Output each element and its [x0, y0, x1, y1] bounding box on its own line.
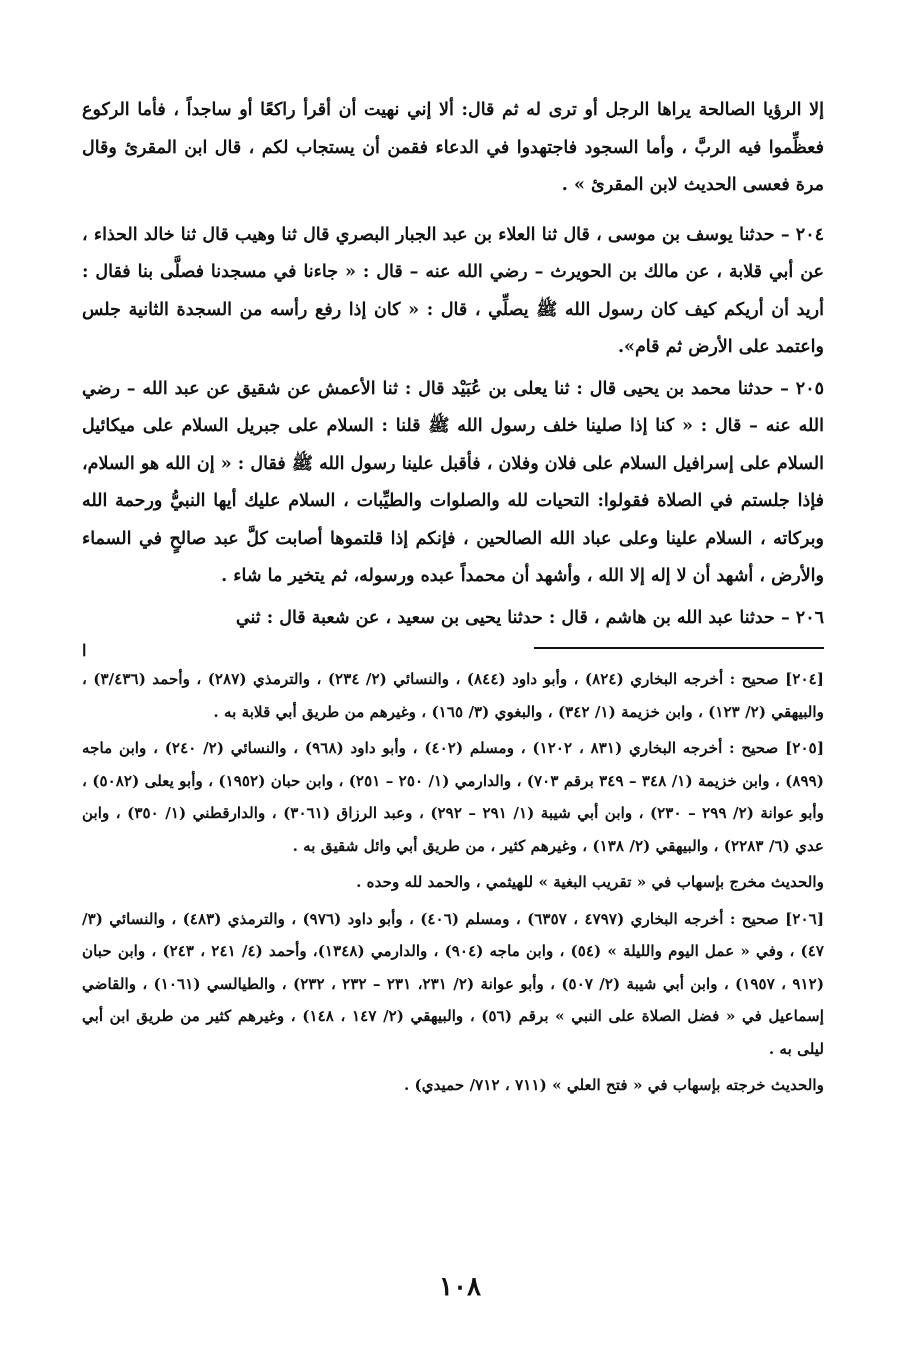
main-text — [82, 92, 824, 637]
hadith-204: ٢٠٤ – حدثنا يوسف بن موسى ، قال ثنا العلاء بن عبد الجبار البصري قال ثنا وهيب قال ثنا خالد الحذاء ، عن أبي قلابة ، عن مالك بن الحويرث – رضي الله عنه – قال : « جاءنا في مسجدنا فصلَّى بنا فقال : أريد أن أريكم كيف كان رسول الله ﷺ يصلِّي ، قال : « كان إذا رفع رأسه من السجدة الثانية جلس واعتمد على الأرض ثم قام». — [82, 224, 824, 357]
footnote-205-remark: والحديث مخرج بإسهاب في « تقريب البغية » للهيثمي ، والحمد لله وحده . — [356, 873, 824, 891]
separator-line — [534, 647, 824, 649]
hadith-205: ٢٠٥ – حدثنا محمد بن يحيى قال : ثنا يعلى بن عُبَيْد قال : ثنا الأعمش عن شقيق عن عبد الله – رضي الله عنه – قال : « كنا إذا صلينا خلف رسول الله ﷺ قلنا : السلام على جبريل السلام على ميكائيل السلام على إسرافيل السلام على فلان وفلان ، فأقبل علينا رسول الله ﷺ فقال : « إن الله هو السلام، فإذا جلستم في الصلاة فقولوا: التحيات لله والصلوات والطيِّبات ، السلام عليك أيها النبيُّ ورحمة الله وبركاته ، السلام علينا وعلى عباد الله الصالحين ، فإنكم إذا قلتموها أصابت كلَّ عبد صالحٍ في السماء والأرض ، أشهد أن لا إله إلا الله ، وأشهد أن محمداً عبده ورسوله، ثم يتخير ما شاء . — [82, 378, 824, 586]
footnote-204: [٢٠٤] صحيح : أخرجه البخاري (٨٢٤) ، وأبو داود (٨٤٤) ، والنسائي (٢/ ٢٣٤) ، والترمذي (٢٨٧) ، وأحمد (٣/٤٣٦) ، والبيهقي (٢/ ١٢٣) ، وابن خزيمة (١/ ٣٤٢) ، والبغوي (٣/ ١٦٥) ، وغيرهم من طريق أبي قلابة به . — [82, 670, 824, 721]
margin-mark: ا — [82, 641, 87, 660]
footnote-205: [٢٠٥] صحيح : أخرجه البخاري (٨٣١ ، ١٢٠٢) ، ومسلم (٤٠٢) ، وأبو داود (٩٦٨) ، والنسائي (٢/ ٢٤٠) ، وابن ماجه (٨٩٩) ، وابن خزيمة (١/ ٣٤٨ – ٣٤٩ برقم ٧٠٣) ، والدارمي (١/ ٢٥٠ – ٢٥١) ، وابن حبان (١٩٥٢) ، وأبو يعلى (٥٠٨٢) ، وأبو عوانة (٢/ ٢٩٩ – ٢٣٠) ، وابن أبي شيبة (١/ ٢٩١ – ٢٩٢) ، وعبد الرزاق (٣٠٦١) ، والدارقطني (١/ ٣٥٠) ، وابن عدي (٦/ ٢٢٨٣) ، والبيهقي (٢/ ١٣٨) ، وغيرهم كثير ، من طريق أبي وائل شقيق به . — [82, 739, 825, 855]
page-number: ١٠٨ — [439, 1272, 481, 1302]
footnote-206-remark: والحديث خرجته بإسهاب في « فتح العلي » (٧١١ ، ٧١٢/ حميدي) . — [403, 1076, 824, 1094]
footnote-separator — [82, 641, 824, 661]
paragraph-continuation: إلا الرؤيا الصالحة يراها الرجل أو ترى له ثم قال: ألا إني نهيت أن أقرأ راكعًا أو ساجداً ، فأما الركوع فعظِّموا فيه الربَّ ، وأما السجود فاجتهدوا في الدعاء فقمن أن يستجاب لكم ، قال ابن المقرئ وقال مرة فعسى الحديث لابن المقرئ » . — [82, 100, 824, 195]
footnotes — [82, 663, 824, 1102]
footnote-206: [٢٠٦] صحيح : أخرجه البخاري (٤٧٩٧ ، ٦٣٥٧) ، ومسلم (٤٠٦) ، وأبو داود (٩٧٦) ، والترمذي (٤٨٣) ، والنسائي (٣/ ٤٧) ، وفي « عمل اليوم والليلة » (٥٤) ، وابن ماجه (٩٠٤) ، والدارمي (١٣٤٨)، وأحمد (٤/ ٢٤١ ، ٢٤٣) ، وابن حبان (٩١٢ ، ١٩٥٧) ، وابن أبي شيبة (٢/ ٥٠٧) ، وأبو عوانة (٢/ ٢٣١، ٢٣١ – ٢٣٢ ، ٢٣٢) ، والطيالسي (١٠٦١) ، والقاضي إسماعيل في « فضل الصلاة على النبي » برقم (٥٦) ، والبيهقي (٢/ ١٤٧ ، ١٤٨) ، وغيرهم كثير من طريق ابن أبي ليلى به . — [82, 909, 825, 1058]
hadith-206: ٢٠٦ – حدثنا عبد الله بن هاشم ، قال : حدثنا يحيى بن سعيد ، عن شعبة قال : ثني — [235, 607, 824, 628]
